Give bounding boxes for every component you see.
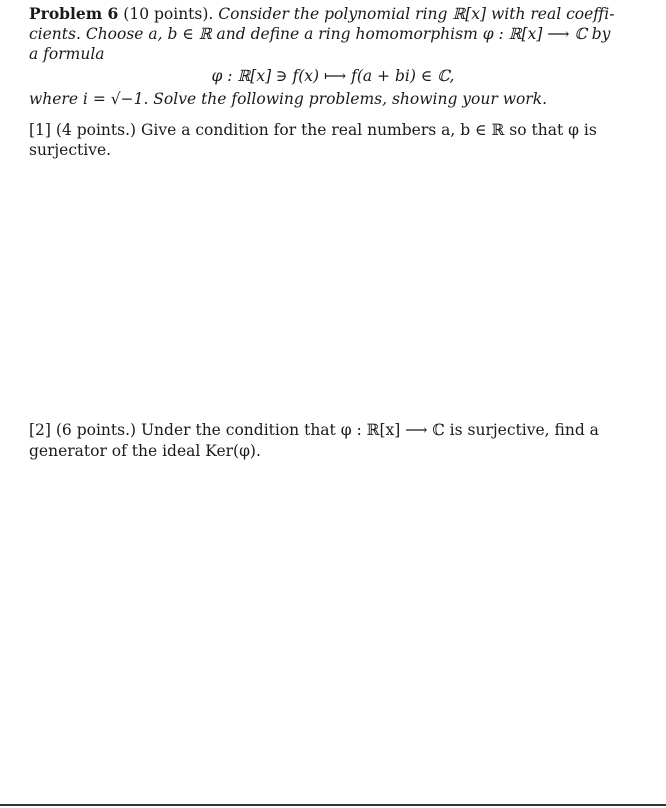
part-2-line-1 (29, 420, 599, 440)
part-1-line-2: surjective. (29, 141, 112, 159)
problem-intro-line-3: a formula (29, 45, 105, 63)
part-2-line-2: generator of the ideal Ker(φ). (29, 442, 261, 460)
problem-intro-line-2: cients. Choose a, b ∈ ℝ and define a ring homomorphism φ : ℝ[x] ⟶ ℂ by (29, 25, 611, 43)
part-2-question: [2] (6 points.) Under the condition that φ : ℝ[x] ⟶ ℂ is surjective, find a (29, 421, 599, 439)
intro-text-1: Consider the polynomial ring ℝ[x] with real coeffi- (218, 5, 615, 23)
part-1-line-1 (29, 120, 597, 140)
page-bottom-rule (0, 804, 666, 806)
problem-intro-line-4: where i = √−1. Solve the following problems, showing your work. (29, 90, 548, 108)
homomorphism-formula: φ : ℝ[x] ∋ f(x) ⟼ f(a + bi) ∈ ℂ, (211, 67, 455, 85)
problem-points: (10 points). (123, 5, 214, 23)
problem-heading: Problem 6 (29, 4, 119, 23)
problem-intro-line-1 (29, 4, 614, 24)
part-1-question: [1] (4 points.) Give a condition for the real numbers a, b ∈ ℝ so that φ is (29, 121, 597, 139)
